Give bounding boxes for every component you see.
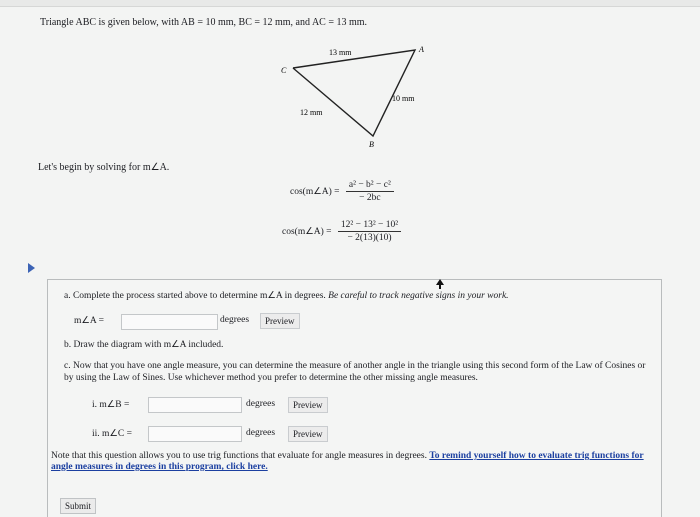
part-b-text: b. Draw the diagram with m∠A included. (64, 340, 224, 350)
vertex-c: C (281, 66, 287, 75)
angle-b-input[interactable] (148, 397, 242, 413)
vertex-b: B (369, 140, 374, 149)
angle-a-unit: degrees (220, 315, 250, 325)
angle-c-preview-button[interactable]: Preview (288, 426, 328, 442)
equation-1-fraction (346, 180, 394, 203)
label-bc: 12 mm (300, 108, 323, 117)
triangle-diagram (270, 38, 440, 153)
trig-help-link[interactable]: To remind yourself how to evaluate trig functions for angle measures in degrees in this program, click here. (51, 451, 644, 472)
equation-2-numerator: 12² − 13² − 10² (338, 220, 401, 232)
equation-substituted (282, 220, 401, 243)
mouse-cursor-icon (436, 279, 444, 289)
angle-a-label: m∠A = (74, 316, 104, 326)
collapse-arrow-icon[interactable] (28, 263, 35, 273)
angle-b-label: i. m∠B = (92, 400, 130, 410)
equation-2-fraction (338, 220, 401, 243)
equation-law-of-cosines (290, 180, 394, 203)
angle-b-preview-button[interactable]: Preview (288, 397, 328, 413)
equation-1-lhs: cos(m∠A) = (290, 187, 340, 197)
equation-1-numerator: a² − b² − c² (346, 180, 394, 192)
part-a-text (64, 290, 509, 301)
angle-a-input[interactable] (121, 314, 218, 330)
label-ac: 13 mm (329, 48, 352, 57)
problem-statement: Triangle ABC is given below, with AB = 10 mm, BC = 12 mm, and AC = 13 mm. (40, 17, 368, 28)
part-a-instruction: a. Complete the process started above to determine m∠A in degrees. (64, 291, 329, 301)
submit-button[interactable]: Submit (60, 498, 96, 514)
intro-text: Let's begin by solving for m∠A. (38, 162, 170, 173)
angle-c-unit: degrees (246, 428, 276, 438)
part-a-emphasis: Be careful to track negative signs in your work. (328, 291, 509, 301)
angle-c-input[interactable] (148, 426, 242, 442)
note-body: Note that this question allows you to use trig functions that evaluate for angle measures in degrees. (51, 451, 430, 461)
triangle-shape (293, 50, 415, 136)
equation-1-denominator: − 2bc (359, 193, 381, 203)
angle-a-preview-button[interactable]: Preview (260, 313, 300, 329)
note-text (51, 451, 651, 473)
angle-c-label: ii. m∠C = (92, 429, 133, 439)
equation-2-denominator: − 2(13)(10) (347, 233, 392, 243)
equation-2-lhs: cos(m∠A) = (282, 227, 332, 237)
vertex-a: A (419, 45, 424, 54)
angle-b-unit: degrees (246, 399, 276, 409)
top-bar (0, 0, 700, 7)
part-c-text: c. Now that you have one angle measure, you can determine the measure of another angle in the triangle using this second form of the Law of Cosines or by using the Law of Sines. Use whichever method you prefer to determine the other missing angle measures. (64, 361, 646, 383)
label-ab: 10 mm (392, 94, 415, 103)
